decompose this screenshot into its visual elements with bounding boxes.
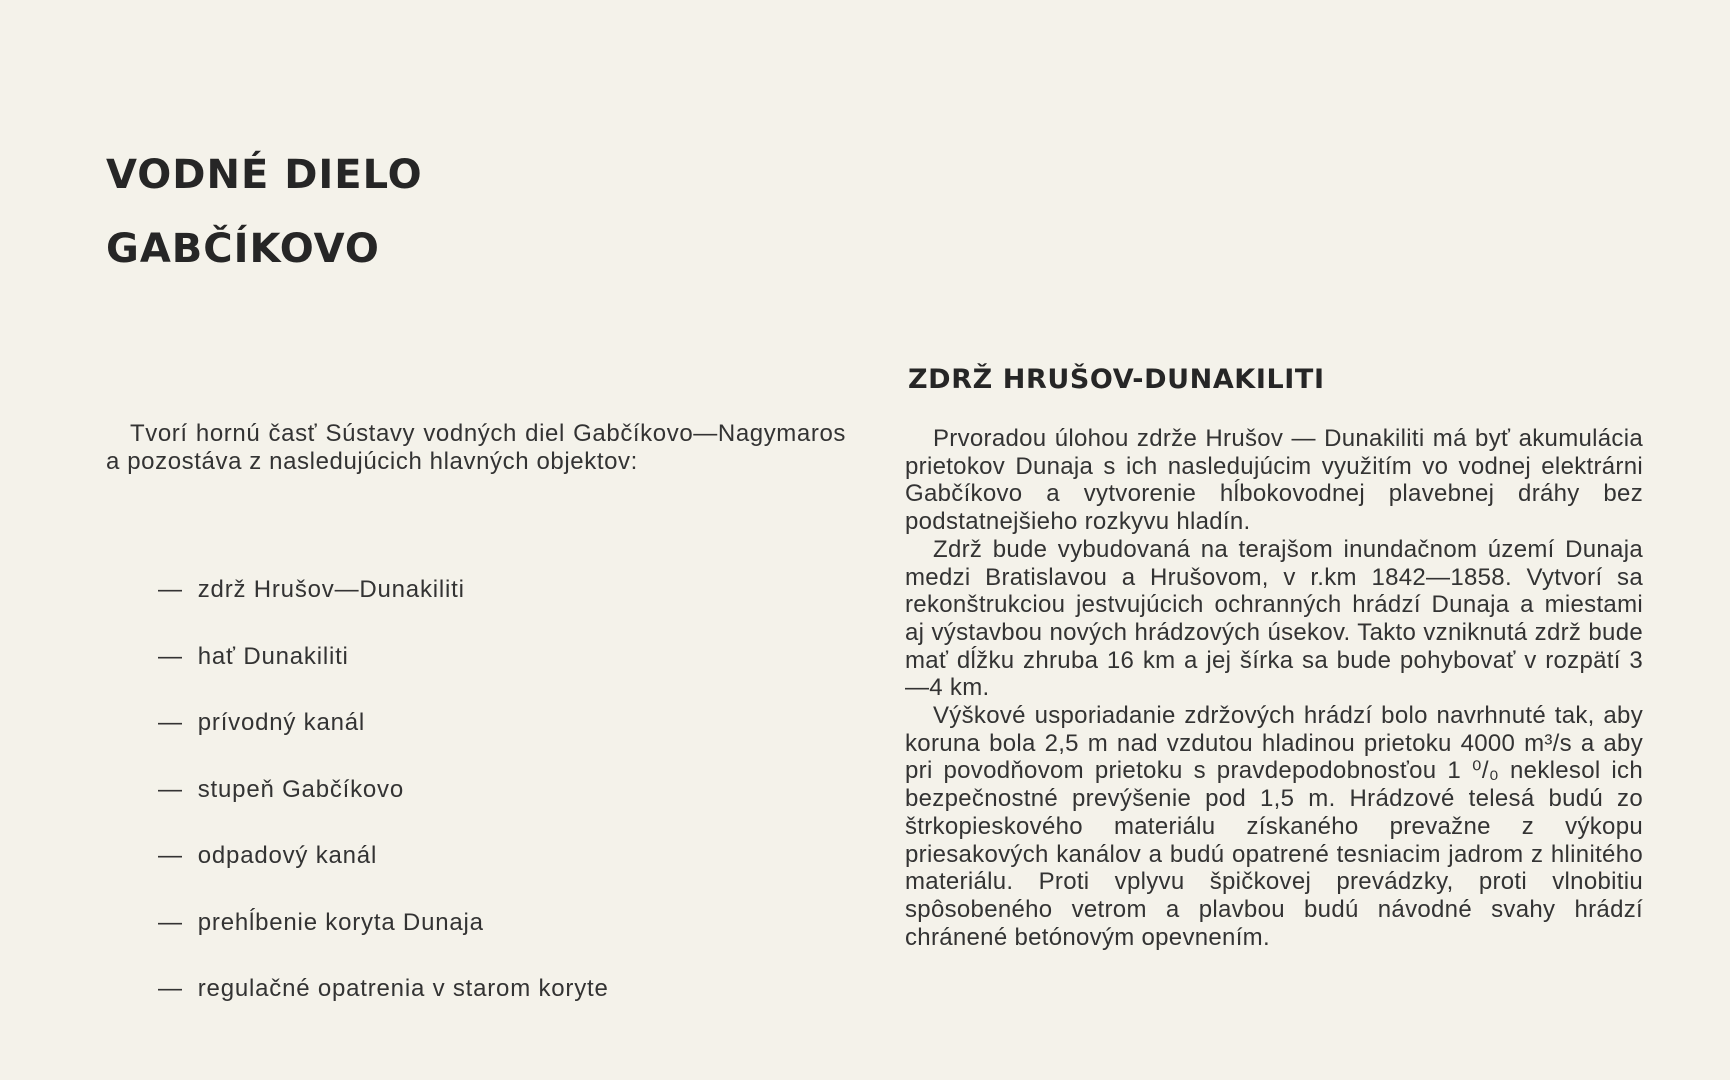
list-item: — hať Dunakiliti (158, 643, 609, 710)
list-item: — prívodný kanál (158, 709, 609, 776)
list-item: — zdrž Hrušov—Dunakiliti (158, 576, 609, 643)
section-body (905, 425, 1643, 951)
body-paragraph: Výškové usporiadanie zdržových hrádzí bolo navrhnuté tak, aby koruna bola 2,5 m nad vzdutou hladinou prietoku 4000 m³/s a aby pri povodňovom prietoku s pravdepodobnosťou 1 ⁰/₀ neklesol ich bezpečnostné prevýšenie pod 1,5 m. Hrádzové telesá budú zo štrkopieskového materiálu získaného prevažne z výkopu priesakových kanálov a budú opatrené tesniacim jadrom z hlinitého materiálu. Proti vplyvu špičkovej prevádzky, proti vlnobitiu spôsobeného vetrom a plavbou budú návodné svahy hrádzí chránené betónovým opevnením. (905, 702, 1643, 951)
document-title (106, 138, 423, 286)
title-line-1: VODNÉ DIELO (106, 152, 423, 198)
section-heading: ZDRŽ HRUŠOV-DUNAKILITI (908, 364, 1325, 395)
list-item: — regulačné opatrenia v starom koryte (158, 975, 609, 1042)
main-objects-list (158, 576, 609, 1042)
intro-paragraph: Tvorí hornú časť Sústavy vodných diel Gabčíkovo—Nagymaros a pozostáva z nasledujúcich hlavných objektov: (106, 420, 846, 475)
body-paragraph: Zdrž bude vybudovaná na terajšom inundačnom území Dunaja medzi Bratislavou a Hrušovom, v r.km 1842—1858. Vytvorí sa rekonštrukciou jestvujúcich ochranných hrádzí Dunaja a miestami aj výstavbou nových hrádzových úsekov. Takto vzniknutá zdrž bude mať dĺžku zhruba 16 km a jej šírka sa bude pohybovať v rozpätí 3—4 km. (905, 535, 1643, 702)
body-paragraph: Prvoradou úlohou zdrže Hrušov — Dunakiliti má byť akumulácia prietokov Dunaja s ich nasledujúcim využitím vo vodnej elektrárni Gabčíkovo a vytvorenie hĺbokovodnej plavebnej dráhy bez podstatnejšieho rozkyvu hladín. (905, 425, 1643, 536)
list-item: — prehĺbenie koryta Dunaja (158, 909, 609, 976)
list-item: — odpadový kanál (158, 842, 609, 909)
list-item: — stupeň Gabčíkovo (158, 776, 609, 843)
title-line-2: GABČÍKOVO (106, 226, 380, 272)
